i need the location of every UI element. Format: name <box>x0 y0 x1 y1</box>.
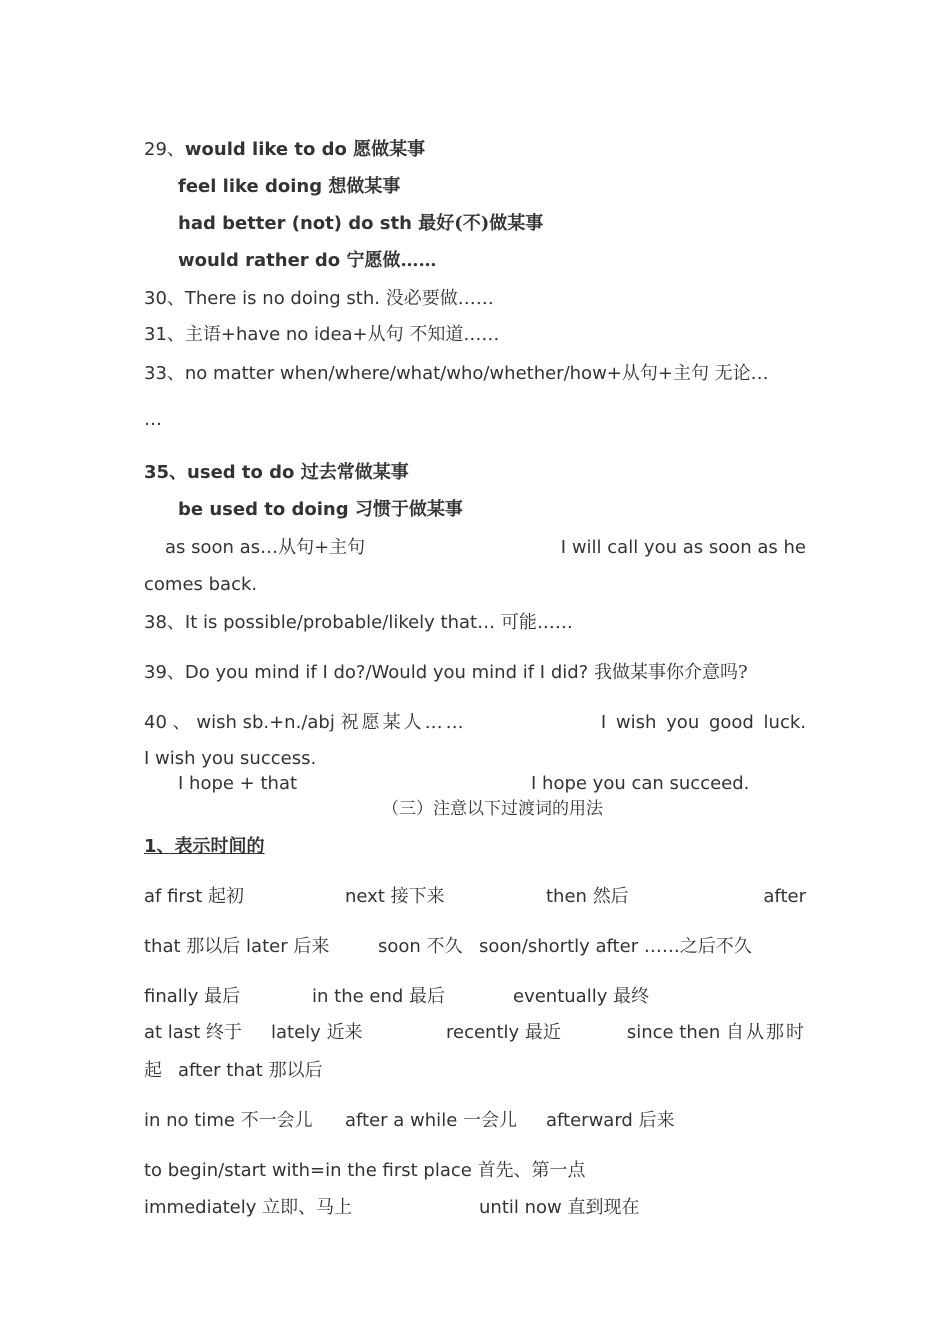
phrase-40-example: I wish you good luck. <box>600 712 806 733</box>
time-word-english: recently <box>446 1022 520 1043</box>
phrase-english: would rather do <box>178 250 341 271</box>
phrase-33 <box>144 362 769 386</box>
time-word-english: later <box>246 936 288 957</box>
phrase-35 <box>144 461 409 485</box>
time-word <box>546 1109 675 1133</box>
time-word-chinese: 自从那时 <box>726 1022 806 1043</box>
time-word <box>144 1159 586 1183</box>
time-word-chinese: 最后 <box>204 986 241 1007</box>
time-word-english: after <box>763 886 806 907</box>
time-word-chinese: 不久 <box>426 936 463 957</box>
time-word-chinese: 起 <box>144 1060 162 1081</box>
time-word <box>479 935 752 959</box>
time-word <box>144 885 244 909</box>
phrase-chinese: 想做某事 <box>328 176 401 197</box>
time-word-english: in the end <box>312 986 404 1007</box>
time-word <box>144 935 329 959</box>
time-word <box>271 1021 363 1045</box>
time-word <box>446 1021 561 1045</box>
time-word-english: to begin/start with=in the first place <box>144 1160 472 1181</box>
time-word <box>479 1196 639 1220</box>
phrase-29d <box>178 249 436 273</box>
phrase-as-soon-as-continuation: comes back. <box>144 574 258 595</box>
time-word-english: afterward <box>546 1110 633 1131</box>
phrase-chinese: 我做某事你介意吗? <box>593 662 748 683</box>
section-subheading: 1、表示时间的 <box>144 836 265 857</box>
time-word <box>345 1109 517 1133</box>
time-word <box>312 985 445 1009</box>
phrase-english: had better (not) do sth <box>178 213 412 234</box>
phrase-chinese: 最好(不)做某事 <box>418 213 544 234</box>
phrase-29 <box>144 138 425 162</box>
time-word-english: after a while <box>345 1110 458 1131</box>
phrase-english: be used to doing <box>178 499 349 520</box>
time-word-chinese: 后来 <box>293 936 330 957</box>
phrase-30 <box>144 287 494 311</box>
time-word-english: since then <box>626 1022 721 1043</box>
phrase-39 <box>144 661 748 685</box>
phrase-english: would like to do <box>184 139 347 160</box>
phrase-english: 40 、 wish sb.+n./abj <box>144 712 335 733</box>
time-word-chinese: 最终 <box>613 986 650 1007</box>
time-word-chinese: 起初 <box>208 886 244 907</box>
time-word <box>144 985 240 1009</box>
phrase-english: 33、no matter when/where/what/who/whether/how+ <box>144 363 622 384</box>
time-word-english: soon <box>378 936 421 957</box>
phrase-chinese: 从句+主句 无论… <box>621 363 769 384</box>
phrase-chinese: 过去常做某事 <box>300 462 409 483</box>
time-word-chinese: 终于 <box>206 1022 243 1043</box>
phrase-english: 38、It is possible/probable/likely that… <box>144 612 496 633</box>
time-word-english: until now <box>479 1197 562 1218</box>
phrase-chinese: 祝愿某人…… <box>340 712 467 733</box>
time-word <box>546 885 629 909</box>
time-word <box>345 885 445 909</box>
time-word-chinese: 接下来 <box>390 886 445 907</box>
time-word-english: in no time <box>144 1110 235 1131</box>
time-word-chinese: 不一会儿 <box>240 1110 313 1131</box>
time-word-chinese: 后来 <box>638 1110 675 1131</box>
time-word-chinese: 直到现在 <box>567 1197 640 1218</box>
phrase-as-soon-as <box>165 536 365 560</box>
phrase-english: 39、Do you mind if I do?/Would you mind if I did? <box>144 662 589 683</box>
time-word-chinese: 然后 <box>592 886 629 907</box>
phrase-33-continuation: … <box>144 409 162 430</box>
time-word-english: soon/shortly after …… <box>479 936 680 957</box>
phrase-english: 35、used to do <box>144 462 295 483</box>
phrase-hope-example: I hope you can succeed. <box>531 773 750 794</box>
phrase-chinese: 从句 不知道…… <box>367 324 500 345</box>
phrase-38 <box>144 611 573 635</box>
time-word-english: immediately <box>144 1197 257 1218</box>
time-word <box>144 1021 242 1045</box>
phrase-chinese-subject: 主语 <box>184 324 221 345</box>
time-word <box>144 1109 313 1133</box>
phrase-english: 30、There is no doing sth. <box>144 288 380 309</box>
phrase-english: feel like doing <box>178 176 323 197</box>
time-word-chinese: 最近 <box>524 1022 561 1043</box>
time-word-chinese: 之后不久 <box>679 936 752 957</box>
time-word-english: at last <box>144 1022 201 1043</box>
phrase-40-continuation: I wish you success. <box>144 748 317 769</box>
phrase-number: 31、 <box>144 324 185 345</box>
time-word-chinese: 那以后 <box>186 936 241 957</box>
phrase-35b <box>178 498 463 522</box>
phrase-english: as soon as… <box>165 537 279 558</box>
time-word-chinese: 首先、第一点 <box>477 1160 586 1181</box>
phrase-chinese: 习惯于做某事 <box>354 499 463 520</box>
phrase-chinese: 没必要做…… <box>385 288 494 309</box>
phrase-chinese: 宁愿做…… <box>346 250 437 271</box>
time-word <box>378 935 463 959</box>
time-word <box>144 1196 352 1220</box>
phrase-hope: I hope + that <box>178 773 298 794</box>
time-word-english: then <box>546 886 587 907</box>
phrase-number: 29、 <box>144 139 185 160</box>
time-word <box>763 885 806 909</box>
time-word-english: eventually <box>513 986 608 1007</box>
time-word-chinese: 最后 <box>409 986 446 1007</box>
time-word-chinese: 一会儿 <box>463 1110 517 1131</box>
phrase-chinese: 愿做某事 <box>353 139 426 160</box>
time-word-english: that <box>144 936 181 957</box>
time-word-english: after that <box>178 1060 263 1081</box>
phrase-40 <box>144 711 467 735</box>
phrase-english: +have no idea+ <box>220 324 368 345</box>
phrase-chinese: 可能…… <box>500 612 573 633</box>
time-word-english: af first <box>144 886 203 907</box>
time-word-chinese: 立即、马上 <box>262 1197 353 1218</box>
time-word-english: finally <box>144 986 199 1007</box>
section-heading: （三）注意以下过渡词的用法 <box>382 799 603 819</box>
phrase-29b <box>178 175 400 199</box>
time-word <box>178 1059 323 1083</box>
phrase-chinese: 从句+主句 <box>278 537 366 558</box>
time-word-english: lately <box>271 1022 321 1043</box>
time-word <box>513 985 649 1009</box>
phrase-as-soon-as-example: I will call you as soon as he <box>560 537 806 558</box>
time-word-chinese: 近来 <box>326 1022 363 1043</box>
time-word <box>144 1059 162 1083</box>
time-word-english: next <box>345 886 385 907</box>
phrase-29c <box>178 212 543 236</box>
phrase-31 <box>144 323 499 347</box>
time-word <box>627 1021 806 1045</box>
time-word-chinese: 那以后 <box>268 1060 323 1081</box>
